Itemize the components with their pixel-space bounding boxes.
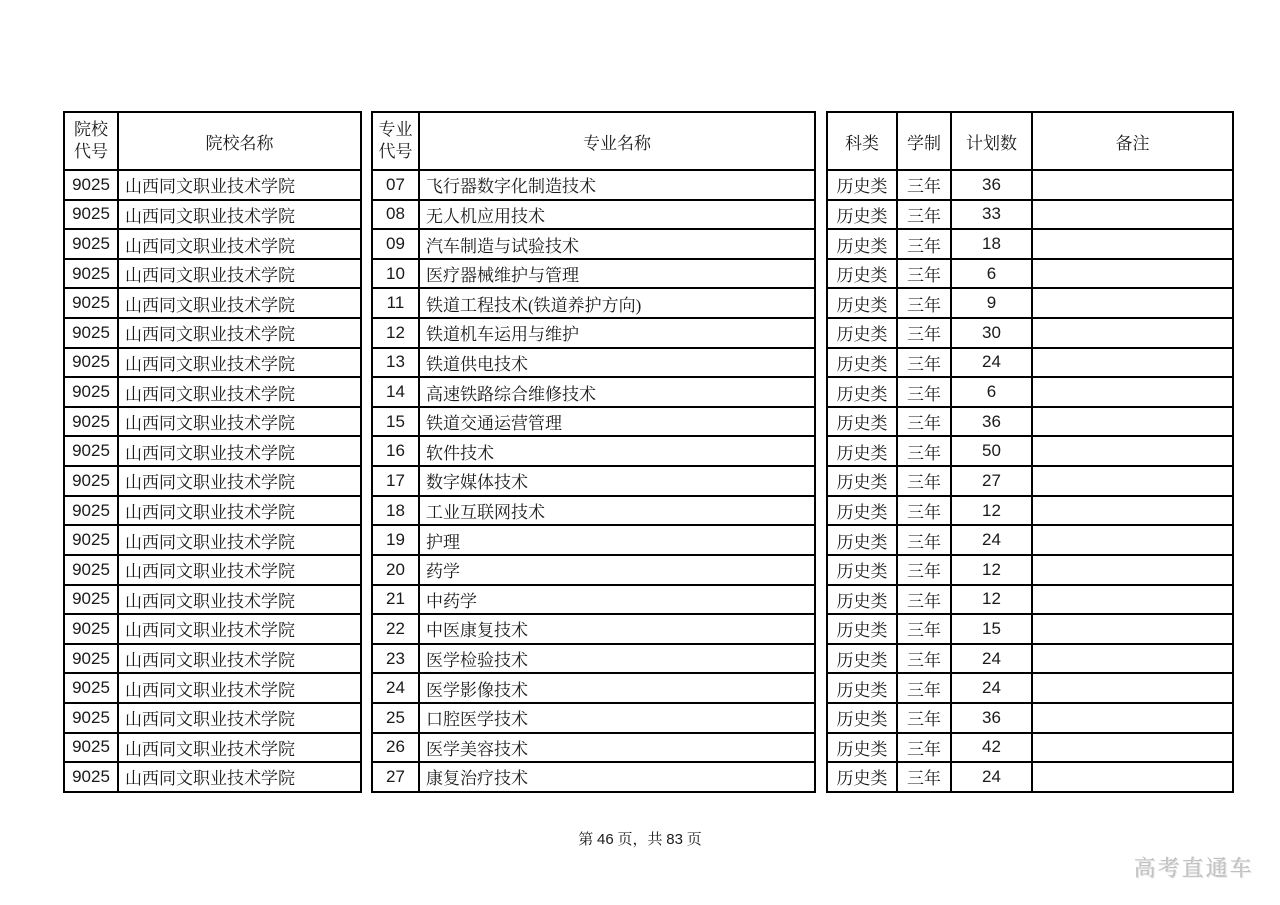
cell-duration: 三年	[897, 733, 951, 763]
table-row	[827, 436, 1233, 466]
cell-major-name: 飞行器数字化制造技术	[419, 170, 815, 200]
cell-college-code: 9025	[64, 673, 118, 703]
table-row	[64, 466, 361, 496]
cell-major-name: 工业互联网技术	[419, 496, 815, 526]
cell-plan-count: 50	[951, 436, 1032, 466]
cell-college-name: 山西同文职业技术学院	[118, 733, 361, 763]
cell-note	[1032, 703, 1233, 733]
table-row	[827, 525, 1233, 555]
cell-major-code: 08	[372, 200, 419, 230]
cell-college-code: 9025	[64, 318, 118, 348]
cell-note	[1032, 318, 1233, 348]
cell-category: 历史类	[827, 673, 897, 703]
cell-major-name: 口腔医学技术	[419, 703, 815, 733]
table-row	[372, 673, 815, 703]
header-duration: 学制	[897, 112, 951, 170]
cell-college-code: 9025	[64, 614, 118, 644]
header-row	[372, 112, 815, 170]
cell-college-code: 9025	[64, 229, 118, 259]
cell-college-code: 9025	[64, 200, 118, 230]
table-row	[372, 229, 815, 259]
cell-category: 历史类	[827, 259, 897, 289]
cell-college-name: 山西同文职业技术学院	[118, 288, 361, 318]
cell-plan-count: 6	[951, 259, 1032, 289]
table-row	[827, 496, 1233, 526]
cell-note	[1032, 348, 1233, 378]
table-row	[372, 377, 815, 407]
cell-college-code: 9025	[64, 259, 118, 289]
cell-major-name: 铁道工程技术(铁道养护方向)	[419, 288, 815, 318]
cell-major-name: 医学检验技术	[419, 644, 815, 674]
table-row	[827, 644, 1233, 674]
cell-major-code: 15	[372, 407, 419, 437]
cell-duration: 三年	[897, 259, 951, 289]
cell-college-code: 9025	[64, 170, 118, 200]
cell-major-code: 11	[372, 288, 419, 318]
table-row	[64, 525, 361, 555]
cell-duration: 三年	[897, 555, 951, 585]
cell-college-name: 山西同文职业技术学院	[118, 407, 361, 437]
table-row	[372, 733, 815, 763]
cell-duration: 三年	[897, 525, 951, 555]
cell-category: 历史类	[827, 288, 897, 318]
table-row	[372, 525, 815, 555]
cell-major-name: 铁道机车运用与维护	[419, 318, 815, 348]
table-row	[827, 288, 1233, 318]
table-row	[64, 496, 361, 526]
cell-major-name: 医学美容技术	[419, 733, 815, 763]
cell-college-code: 9025	[64, 733, 118, 763]
cell-college-code: 9025	[64, 762, 118, 792]
cell-college-code: 9025	[64, 555, 118, 585]
table-row	[372, 762, 815, 792]
table-row	[64, 644, 361, 674]
cell-college-code: 9025	[64, 348, 118, 378]
cell-college-name: 山西同文职业技术学院	[118, 555, 361, 585]
table-row	[372, 348, 815, 378]
cell-note	[1032, 673, 1233, 703]
cell-duration: 三年	[897, 762, 951, 792]
admission-plan-table	[63, 111, 1234, 793]
cell-note	[1032, 614, 1233, 644]
cell-plan-count: 24	[951, 525, 1032, 555]
cell-category: 历史类	[827, 229, 897, 259]
cell-duration: 三年	[897, 585, 951, 615]
cell-college-code: 9025	[64, 703, 118, 733]
cell-major-code: 21	[372, 585, 419, 615]
table-row	[827, 348, 1233, 378]
cell-major-code: 19	[372, 525, 419, 555]
cell-category: 历史类	[827, 466, 897, 496]
cell-major-name: 无人机应用技术	[419, 200, 815, 230]
header-note: 备注	[1032, 112, 1233, 170]
cell-college-code: 9025	[64, 525, 118, 555]
cell-duration: 三年	[897, 496, 951, 526]
cell-note	[1032, 436, 1233, 466]
header-category: 科类	[827, 112, 897, 170]
cell-major-code: 22	[372, 614, 419, 644]
table-row	[372, 614, 815, 644]
header-major-code: 专业代号	[372, 112, 419, 170]
cell-duration: 三年	[897, 318, 951, 348]
header-major-name: 专业名称	[419, 112, 815, 170]
table-row	[372, 496, 815, 526]
cell-note	[1032, 466, 1233, 496]
table-row	[827, 733, 1233, 763]
table-row	[827, 585, 1233, 615]
cell-college-name: 山西同文职业技术学院	[118, 436, 361, 466]
page-indicator-text: 页	[682, 832, 702, 848]
cell-note	[1032, 555, 1233, 585]
cell-major-name: 铁道供电技术	[419, 348, 815, 378]
table-row	[827, 200, 1233, 230]
table-block-college	[63, 111, 362, 793]
cell-college-name: 山西同文职业技术学院	[118, 496, 361, 526]
cell-college-code: 9025	[64, 377, 118, 407]
table-row	[64, 200, 361, 230]
cell-note	[1032, 496, 1233, 526]
cell-major-name: 康复治疗技术	[419, 762, 815, 792]
table-row	[64, 614, 361, 644]
cell-category: 历史类	[827, 436, 897, 466]
cell-note	[1032, 733, 1233, 763]
cell-major-code: 13	[372, 348, 419, 378]
cell-plan-count: 24	[951, 348, 1032, 378]
table-row	[64, 259, 361, 289]
cell-plan-count: 33	[951, 200, 1032, 230]
cell-major-code: 16	[372, 436, 419, 466]
header-plan-count: 计划数	[951, 112, 1032, 170]
cell-category: 历史类	[827, 200, 897, 230]
table-row	[64, 762, 361, 792]
cell-category: 历史类	[827, 318, 897, 348]
cell-plan-count: 12	[951, 555, 1032, 585]
cell-college-name: 山西同文职业技术学院	[118, 377, 361, 407]
table-row	[372, 644, 815, 674]
table-row	[64, 377, 361, 407]
cell-major-code: 07	[372, 170, 419, 200]
page-indicator-text: 页，共	[613, 832, 667, 848]
cell-plan-count: 42	[951, 733, 1032, 763]
table-row	[827, 555, 1233, 585]
cell-major-code: 20	[372, 555, 419, 585]
table-block-major	[371, 111, 816, 793]
table-row	[827, 614, 1233, 644]
table-row	[64, 229, 361, 259]
header-college-name: 院校名称	[118, 112, 361, 170]
watermark-gaokao-zhitongche: 高考直通车	[1133, 856, 1254, 881]
cell-duration: 三年	[897, 466, 951, 496]
cell-major-code: 27	[372, 762, 419, 792]
cell-category: 历史类	[827, 170, 897, 200]
cell-plan-count: 24	[951, 644, 1032, 674]
table-row	[827, 229, 1233, 259]
cell-plan-count: 30	[951, 318, 1032, 348]
table-row	[64, 555, 361, 585]
cell-duration: 三年	[897, 436, 951, 466]
cell-note	[1032, 377, 1233, 407]
cell-major-name: 中医康复技术	[419, 614, 815, 644]
table-row	[64, 348, 361, 378]
cell-category: 历史类	[827, 348, 897, 378]
cell-major-code: 10	[372, 259, 419, 289]
header-college-code: 院校代号	[64, 112, 118, 170]
cell-note	[1032, 585, 1233, 615]
table-row	[372, 259, 815, 289]
cell-college-name: 山西同文职业技术学院	[118, 259, 361, 289]
table-row	[64, 673, 361, 703]
cell-category: 历史类	[827, 762, 897, 792]
cell-category: 历史类	[827, 377, 897, 407]
cell-major-code: 18	[372, 496, 419, 526]
table-row	[64, 436, 361, 466]
cell-note	[1032, 170, 1233, 200]
table-row	[827, 407, 1233, 437]
table-row	[372, 555, 815, 585]
cell-major-name: 护理	[419, 525, 815, 555]
cell-category: 历史类	[827, 407, 897, 437]
table-block-details	[826, 111, 1234, 793]
cell-duration: 三年	[897, 673, 951, 703]
cell-duration: 三年	[897, 348, 951, 378]
cell-college-code: 9025	[64, 407, 118, 437]
cell-category: 历史类	[827, 496, 897, 526]
cell-college-code: 9025	[64, 585, 118, 615]
cell-category: 历史类	[827, 525, 897, 555]
cell-plan-count: 9	[951, 288, 1032, 318]
cell-duration: 三年	[897, 229, 951, 259]
cell-major-name: 高速铁路综合维修技术	[419, 377, 815, 407]
table-row	[372, 318, 815, 348]
table-row	[827, 318, 1233, 348]
cell-plan-count: 12	[951, 585, 1032, 615]
table-row	[827, 762, 1233, 792]
cell-major-name: 药学	[419, 555, 815, 585]
cell-category: 历史类	[827, 585, 897, 615]
cell-plan-count: 36	[951, 703, 1032, 733]
cell-plan-count: 36	[951, 407, 1032, 437]
page-indicator-text: 第	[578, 832, 598, 848]
table-row	[827, 259, 1233, 289]
cell-major-code: 17	[372, 466, 419, 496]
table-row	[827, 466, 1233, 496]
cell-plan-count: 24	[951, 673, 1032, 703]
cell-category: 历史类	[827, 733, 897, 763]
table-row	[827, 170, 1233, 200]
total-pages-number: 83	[666, 831, 683, 848]
cell-college-name: 山西同文职业技术学院	[118, 673, 361, 703]
cell-note	[1032, 525, 1233, 555]
cell-plan-count: 24	[951, 762, 1032, 792]
cell-note	[1032, 259, 1233, 289]
cell-category: 历史类	[827, 644, 897, 674]
cell-duration: 三年	[897, 703, 951, 733]
cell-college-name: 山西同文职业技术学院	[118, 200, 361, 230]
cell-note	[1032, 762, 1233, 792]
table-row	[372, 200, 815, 230]
cell-major-code: 23	[372, 644, 419, 674]
cell-major-name: 数字媒体技术	[419, 466, 815, 496]
cell-college-code: 9025	[64, 466, 118, 496]
header-row	[827, 112, 1233, 170]
cell-major-name: 中药学	[419, 585, 815, 615]
cell-plan-count: 18	[951, 229, 1032, 259]
cell-duration: 三年	[897, 288, 951, 318]
table-row	[372, 288, 815, 318]
table-row	[64, 585, 361, 615]
cell-major-name: 汽车制造与试验技术	[419, 229, 815, 259]
cell-college-name: 山西同文职业技术学院	[118, 318, 361, 348]
table-row	[64, 733, 361, 763]
cell-note	[1032, 200, 1233, 230]
cell-plan-count: 27	[951, 466, 1032, 496]
table-row	[64, 703, 361, 733]
cell-major-code: 09	[372, 229, 419, 259]
cell-category: 历史类	[827, 614, 897, 644]
cell-note	[1032, 644, 1233, 674]
cell-plan-count: 36	[951, 170, 1032, 200]
cell-major-code: 14	[372, 377, 419, 407]
cell-college-name: 山西同文职业技术学院	[118, 466, 361, 496]
table-row	[64, 288, 361, 318]
cell-major-code: 12	[372, 318, 419, 348]
cell-college-name: 山西同文职业技术学院	[118, 348, 361, 378]
table-row	[372, 703, 815, 733]
table-row	[372, 170, 815, 200]
cell-college-code: 9025	[64, 496, 118, 526]
cell-note	[1032, 288, 1233, 318]
current-page-number: 46	[597, 831, 614, 848]
page-indicator	[0, 828, 1280, 849]
cell-duration: 三年	[897, 200, 951, 230]
cell-college-name: 山西同文职业技术学院	[118, 762, 361, 792]
cell-college-name: 山西同文职业技术学院	[118, 644, 361, 674]
table-row	[372, 466, 815, 496]
cell-college-name: 山西同文职业技术学院	[118, 585, 361, 615]
cell-duration: 三年	[897, 644, 951, 674]
table-row	[372, 407, 815, 437]
cell-duration: 三年	[897, 377, 951, 407]
table-row	[827, 377, 1233, 407]
table-row	[827, 673, 1233, 703]
cell-plan-count: 6	[951, 377, 1032, 407]
header-row	[64, 112, 361, 170]
cell-category: 历史类	[827, 703, 897, 733]
cell-college-code: 9025	[64, 436, 118, 466]
table-row	[64, 318, 361, 348]
table-row	[64, 407, 361, 437]
cell-major-code: 26	[372, 733, 419, 763]
cell-duration: 三年	[897, 614, 951, 644]
cell-major-name: 铁道交通运营管理	[419, 407, 815, 437]
cell-major-code: 24	[372, 673, 419, 703]
cell-college-name: 山西同文职业技术学院	[118, 170, 361, 200]
cell-major-name: 医疗器械维护与管理	[419, 259, 815, 289]
cell-college-code: 9025	[64, 644, 118, 674]
cell-plan-count: 15	[951, 614, 1032, 644]
cell-plan-count: 12	[951, 496, 1032, 526]
cell-note	[1032, 229, 1233, 259]
table-row	[372, 436, 815, 466]
cell-note	[1032, 407, 1233, 437]
cell-category: 历史类	[827, 555, 897, 585]
cell-college-name: 山西同文职业技术学院	[118, 229, 361, 259]
cell-college-name: 山西同文职业技术学院	[118, 703, 361, 733]
cell-major-code: 25	[372, 703, 419, 733]
cell-major-name: 医学影像技术	[419, 673, 815, 703]
table-row	[827, 703, 1233, 733]
table-row	[372, 585, 815, 615]
cell-duration: 三年	[897, 407, 951, 437]
cell-college-code: 9025	[64, 288, 118, 318]
table-row	[64, 170, 361, 200]
cell-college-name: 山西同文职业技术学院	[118, 614, 361, 644]
cell-major-name: 软件技术	[419, 436, 815, 466]
cell-duration: 三年	[897, 170, 951, 200]
cell-college-name: 山西同文职业技术学院	[118, 525, 361, 555]
